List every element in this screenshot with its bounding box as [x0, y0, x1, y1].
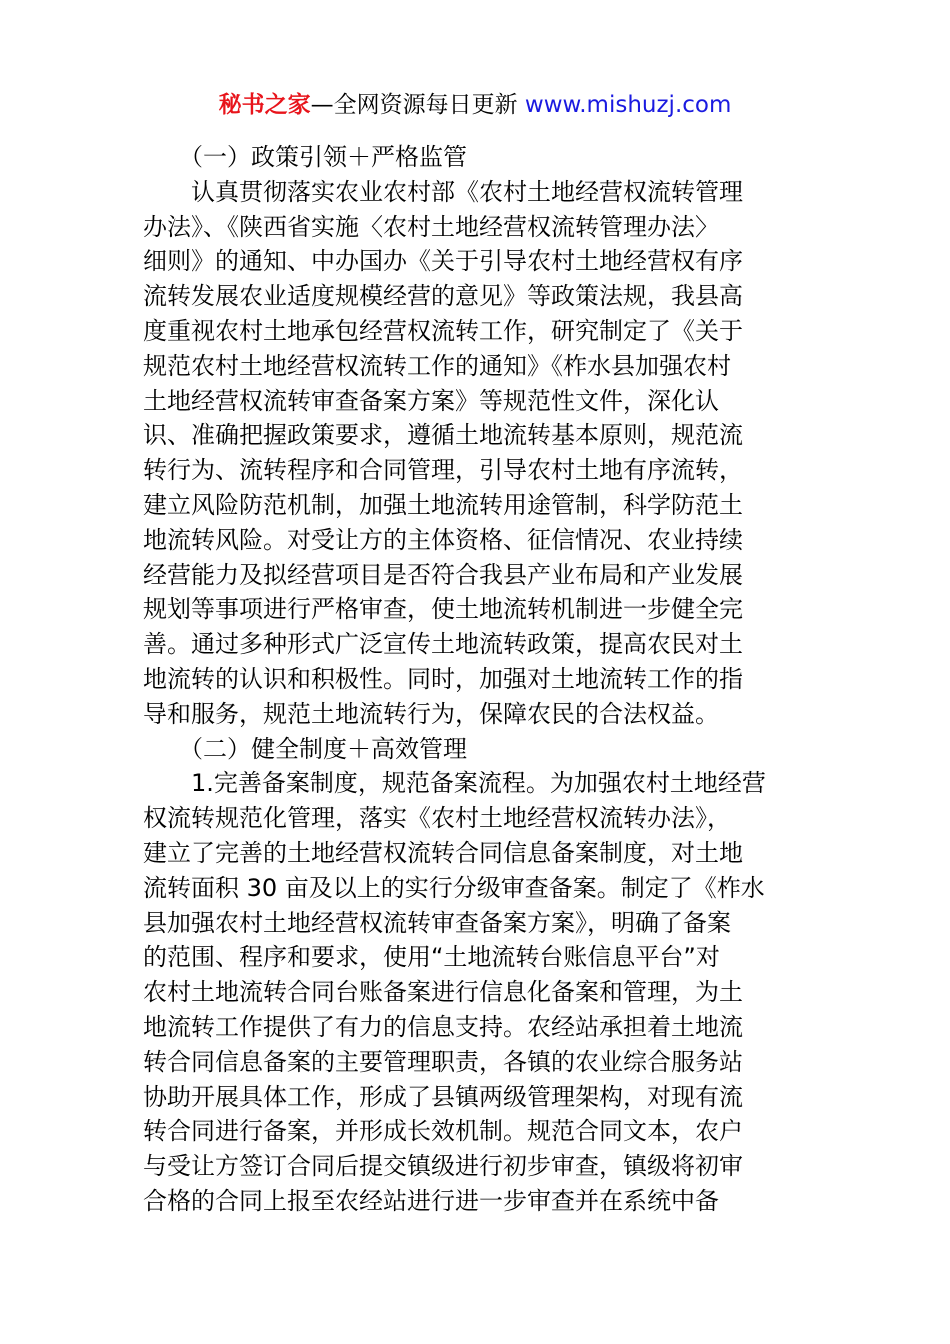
text-line: 土地经营权流转审查备案方案》等规范性文件，深化认	[143, 386, 719, 415]
site-header	[0, 88, 950, 122]
text-line: 识、准确把握政策要求，遵循土地流转基本原则，规范流	[143, 421, 743, 450]
text-line: 1.完善备案制度，规范备案流程。为加强农村土地经营	[143, 769, 766, 798]
site-url-link[interactable]: www.mishuzj.com	[524, 92, 732, 118]
text-line: 协助开展具体工作，形成了县镇两级管理架构，对现有流	[143, 1082, 743, 1111]
text-line: 与受让方签订合同后提交镇级进行初步审查，镇级将初审	[143, 1152, 743, 1181]
text-line: 经营能力及拟经营项目是否符合我县产业布局和产业发展	[143, 560, 743, 589]
text-line: 流转发展农业适度规模经营的意见》等政策法规，我县高	[143, 282, 743, 311]
text-line: 建立了完善的土地经营权流转合同信息备案制度，对土地	[143, 838, 743, 867]
text-line: 办法》、《陕西省实施〈农村土地经营权流转管理办法〉	[143, 212, 719, 241]
text-line: 地流转工作提供了有力的信息支持。农经站承担着土地流	[143, 1012, 743, 1041]
text-line: 建立风险防范机制，加强土地流转用途管制，科学防范土	[143, 490, 743, 519]
text-line: 转合同信息备案的主要管理职责，各镇的农业综合服务站	[143, 1047, 743, 1076]
text-line: 转合同进行备案，并形成长效机制。规范合同文本，农户	[143, 1117, 743, 1146]
text-line: 规划等事项进行严格审查，使土地流转机制进一步健全完	[143, 595, 743, 624]
text-line: 地流转的认识和积极性。同时，加强对土地流转工作的指	[143, 664, 743, 693]
text-line: 地流转风险。对受让方的主体资格、征信情况、农业持续	[143, 525, 743, 554]
text-line: 农村土地流转合同台账备案进行信息化备案和管理，为土	[143, 978, 743, 1007]
text-line: 度重视农村土地承包经营权流转工作，研究制定了《关于	[143, 316, 743, 345]
text-line: 的范围、程序和要求，使用“土地流转台账信息平台”对	[143, 943, 720, 972]
text-line: 规范农村土地经营权流转工作的通知》《柞水县加强农村	[143, 351, 731, 380]
header-tagline: —全网资源每日更新	[310, 92, 525, 118]
text-line: 权流转规范化管理，落实《农村土地经营权流转办法》，	[143, 804, 731, 833]
text-line: 转行为、流转程序和合同管理，引导农村土地有序流转，	[143, 456, 743, 485]
section-heading: （一）政策引领＋严格监管	[143, 143, 467, 171]
text-line: 合格的合同上报至农经站进行进一步审查并在系统中备	[143, 1186, 719, 1215]
text-line: 导和服务，规范土地流转行为，保障农民的合法权益。	[143, 699, 719, 728]
text-line: 认真贯彻落实农业农村部《农村土地经营权流转管理	[143, 177, 743, 206]
document-body	[143, 140, 823, 1219]
text-line: 流转面积 30 亩及以上的实行分级审查备案。制定了《柞水	[143, 873, 765, 902]
brand-name: 秘书之家	[218, 92, 311, 118]
text-line: 善。通过多种形式广泛宣传土地流转政策，提高农民对土	[143, 630, 743, 659]
text-line: 细则》的通知、中办国办《关于引导农村土地经营权有序	[143, 247, 743, 276]
section-heading: （二）健全制度＋高效管理	[143, 734, 467, 763]
text-line: 县加强农村土地经营权流转审查备案方案》，明确了备案	[143, 908, 731, 937]
